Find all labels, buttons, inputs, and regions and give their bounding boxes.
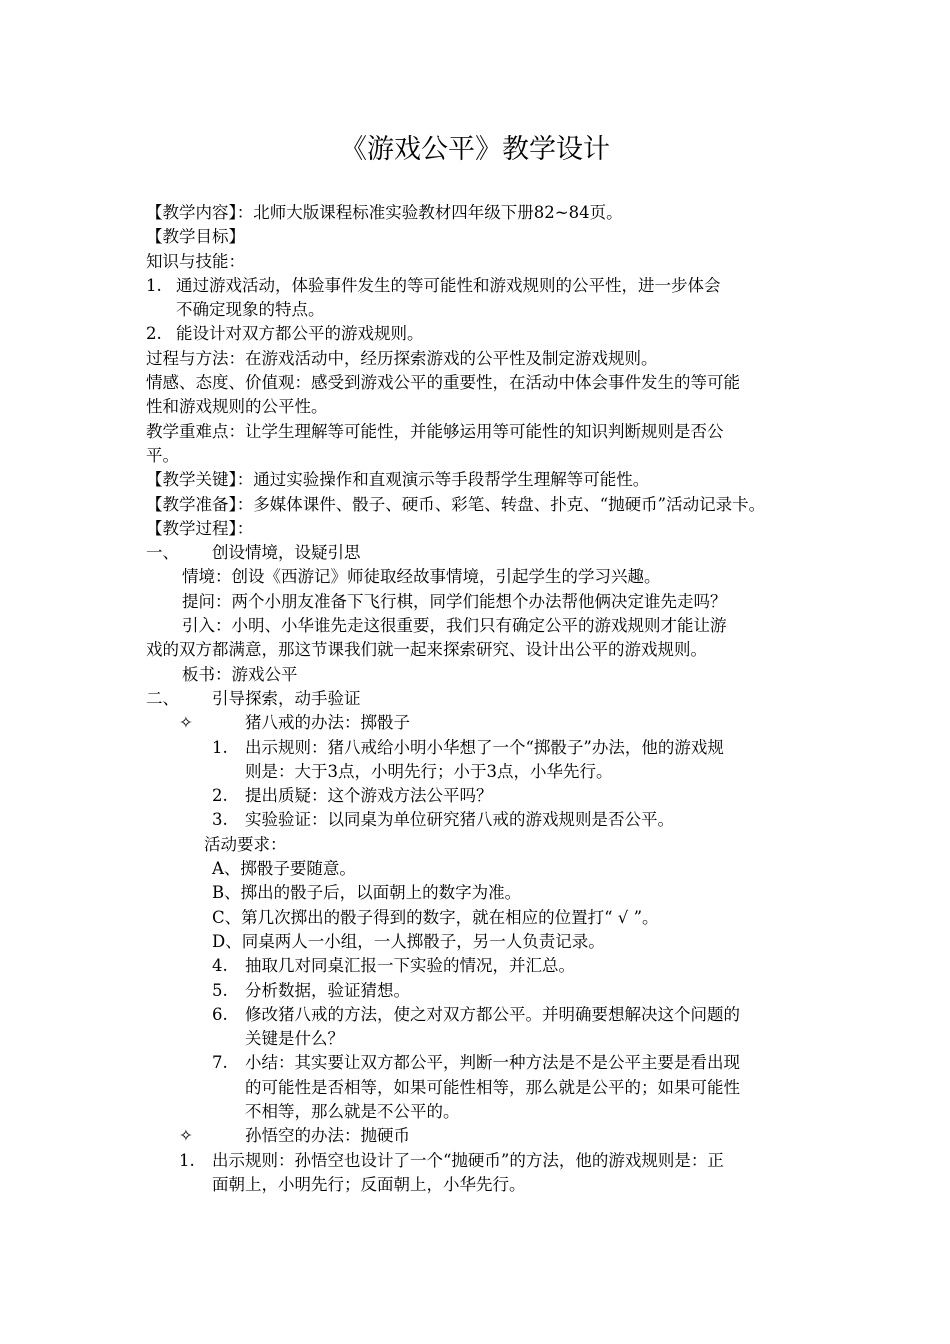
step-7-cont <box>146 1076 826 1100</box>
teaching-content: 【教学内容】：北师大版课程标准实验教材四年级下册82~84页。 <box>146 203 623 222</box>
list-text: 提出质疑：这个游戏方法公平吗？ <box>245 786 493 806</box>
list-text: 出示规则：猪八戒给小明小华想了一个“掷骰子”办法，他的游戏规 <box>245 737 724 757</box>
introduction-text-cont: 戏的双方都满意，那这节课我们就一起来探索研究、设计出公平的游戏规则。 <box>146 640 707 660</box>
document-body <box>146 201 826 1197</box>
emotion-attitude: 情感、态度、价值观：感受到游戏公平的重要性，在活动中体会事件发生的等可能 <box>146 373 740 393</box>
question-text: 提问：两个小朋友准备下飞行棋，同学们能想个办法帮他俩决定谁先走吗？ <box>182 591 727 611</box>
list-number: 1. <box>179 1150 195 1170</box>
coin-step-1-cont <box>146 1173 826 1197</box>
requirement-b: B、掷出的骰子后，以面朝上的数字为准。 <box>212 883 522 903</box>
list-text: 能设计对双方都公平的游戏规则。 <box>176 324 424 344</box>
goal-item-1-cont <box>146 298 826 322</box>
situation-text: 情境：创设《西游记》师徒取经故事情境，引起学生的学习兴趣。 <box>182 567 661 587</box>
list-text: 关键是什么？ <box>245 1029 344 1049</box>
list-text: 不相等，那么就是不公平的。 <box>245 1101 460 1121</box>
list-text: 出示规则：孙悟空也设计了一个“抛硬币”的方法，他的游戏规则是：正 <box>212 1150 724 1170</box>
list-number: 7. <box>212 1053 228 1073</box>
step-7-cont-2 <box>146 1100 826 1124</box>
section-2-heading <box>146 687 826 711</box>
step-3 <box>146 808 826 832</box>
teaching-process-heading: 【教学过程】： <box>146 518 254 538</box>
step-2 <box>146 784 826 808</box>
step-7 <box>146 1051 826 1075</box>
list-text: 的可能性是否相等，如果可能性相等，那么就是公平的；如果可能性 <box>245 1077 740 1097</box>
requirement-a: A、掷骰子要随意。 <box>212 859 356 879</box>
step-5 <box>146 979 826 1003</box>
section-title: 引导探索，动手验证 <box>212 688 361 708</box>
list-text: 通过游戏活动，体验事件发生的等可能性和游戏规则的公平性，进一步体会 <box>176 275 721 295</box>
section-1-heading <box>146 541 826 565</box>
bullet-zhubajie <box>146 711 826 735</box>
teaching-preparation: 【教学准备】：多媒体课件、骰子、硬币、彩笔、转盘、扑克、“抛硬币”活动记录卡。 <box>146 494 766 514</box>
knowledge-skills-label: 知识与技能： <box>146 251 245 271</box>
bullet-sunwukong <box>146 1124 826 1148</box>
list-text: 小结：其实要让双方都公平，判断一种方法是不是公平主要是看出现 <box>245 1053 740 1073</box>
section-number: 二、 <box>146 688 179 708</box>
list-number: 6. <box>212 1004 228 1024</box>
list-text: 则是：大于3点，小明先行；小于3点，小华先行。 <box>245 761 613 781</box>
process-methods: 过程与方法：在游戏活动中，经历探索游戏的公平性及制定游戏规则。 <box>146 348 658 368</box>
section-title: 创设情境，设疑引思 <box>212 543 361 563</box>
teaching-goals-heading: 【教学目标】 <box>146 227 245 247</box>
section-number: 一、 <box>146 543 179 563</box>
diamond-bullet-icon: ✧ <box>179 1126 193 1146</box>
step-4 <box>146 954 826 978</box>
list-text: 抽取几对同桌汇报一下实验的情况，并汇总。 <box>245 956 575 976</box>
step-6-cont <box>146 1027 826 1051</box>
list-number: 1. <box>146 275 162 295</box>
list-text: 分析数据，验证猜想。 <box>245 980 410 1000</box>
list-number: 2. <box>212 786 228 806</box>
goal-item-2 <box>146 322 826 346</box>
step-6 <box>146 1003 826 1027</box>
list-number: 5. <box>212 980 228 1000</box>
list-number: 4. <box>212 956 228 976</box>
bullet-text: 猪八戒的办法：掷骰子 <box>245 713 410 733</box>
requirement-c: C、第几次掷出的骰子得到的数字，就在相应的位置打“ √ ”。 <box>212 907 659 927</box>
list-text: 面朝上，小明先行；反面朝上，小华先行。 <box>212 1174 526 1194</box>
list-number: 3. <box>212 810 228 830</box>
list-number: 2. <box>146 324 162 344</box>
step-1 <box>146 736 826 760</box>
teaching-crux: 【教学关键】：通过实验操作和直观演示等手段帮学生理解等可能性。 <box>146 470 650 490</box>
requirement-d: D、同桌两人一小组，一人掷骰子，另一人负责记录。 <box>212 931 605 951</box>
list-text: 实验验证：以同桌为单位研究猪八戒的游戏规则是否公平。 <box>245 810 674 830</box>
emotion-attitude-cont: 性和游戏规则的公平性。 <box>146 397 328 417</box>
bullet-text: 孙悟空的办法：抛硬币 <box>245 1126 410 1146</box>
list-number: 1. <box>212 737 228 757</box>
activity-requirements-label: 活动要求： <box>204 834 287 854</box>
step-1-cont <box>146 760 826 784</box>
goal-item-1 <box>146 274 826 298</box>
blackboard-text: 板书：游戏公平 <box>182 664 298 684</box>
introduction-text: 引入：小明、小华谁先走这很重要，我们只有确定公平的游戏规则才能让游 <box>182 616 727 636</box>
document-title: 《游戏公平》教学设计 <box>340 134 610 165</box>
key-difficulty-cont: 平。 <box>146 445 179 465</box>
diamond-bullet-icon: ✧ <box>179 713 193 733</box>
key-difficulty: 教学重难点：让学生理解等可能性，并能够运用等可能性的知识判断规则是否公 <box>146 421 724 441</box>
list-text: 修改猪八戒的方法，使之对双方都公平。并明确要想解决这个问题的 <box>245 1004 740 1024</box>
list-text: 不确定现象的特点。 <box>176 300 325 320</box>
coin-step-1 <box>146 1149 826 1173</box>
